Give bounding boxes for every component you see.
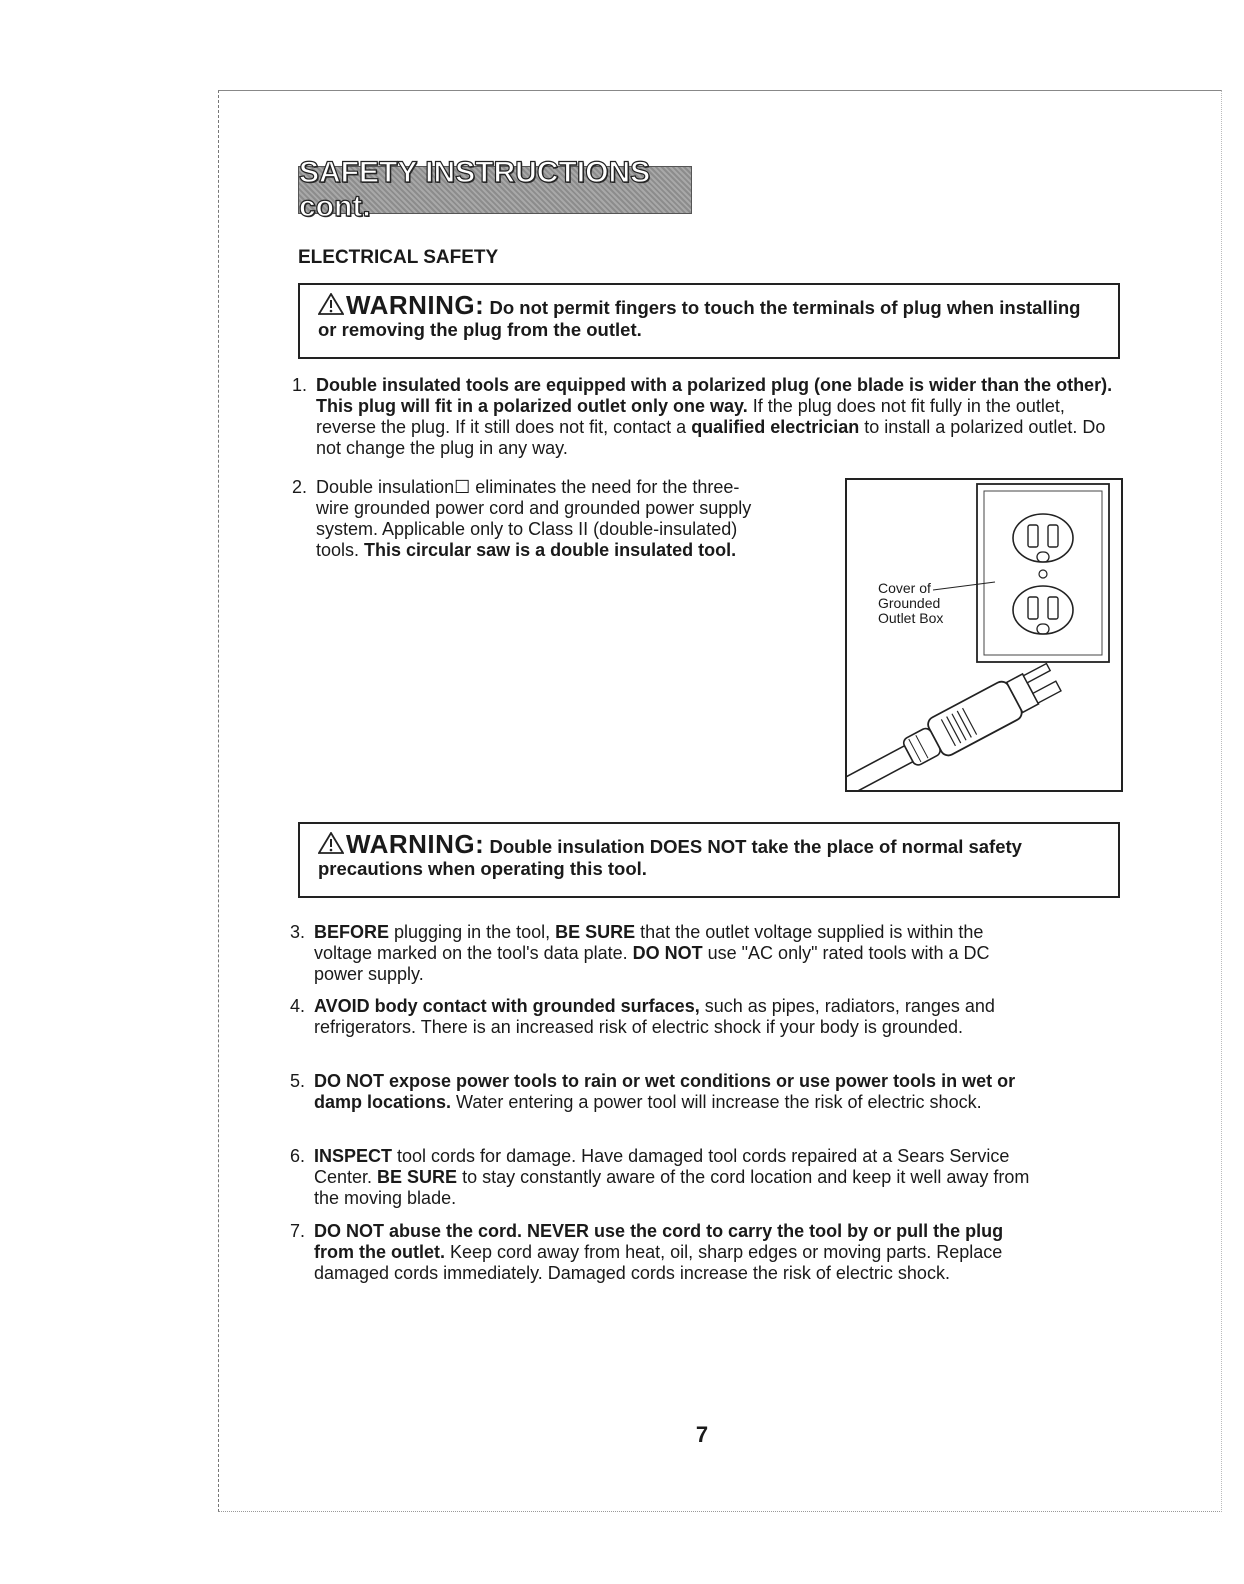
figure-label-line-3: Outlet Box [878,610,944,626]
item-bold-text: DO NOT expose power tools to rain or wet conditions or use power tools in wet or damp locations. [314,1071,1016,1112]
item-number: 1. [292,375,308,395]
section-banner [298,156,692,223]
item-number: 6. [290,1146,306,1166]
item-number: 3. [290,922,306,942]
item-bold-text: AVOID body contact with grounded surfaces, [314,996,700,1016]
item-text-2: eliminates the need for the three-wire grounded power cord and grounded power supply system. Applicable only to Class II (double-insulated) tools. [316,477,752,560]
item-text: such as pipes, radiators, ranges and refrigerators. There is an increased risk of electric shock if your body is grounded. [314,996,995,1037]
item-bold-text: INSPECT [314,1146,393,1166]
list-item-1 [292,375,1122,459]
list-item-4 [290,996,1030,1038]
figure-label-line-2: Grounded [878,595,941,611]
list-item-3 [290,922,1030,985]
item-bold-text: This circular saw is a double insulated tool. [364,540,737,560]
page-number: 7 [695,1422,709,1447]
item-number: 2. [292,477,308,497]
item-bold-text: Double insulated tools are equipped with a polarized plug (one blade is wider than the other). This plug will fit in a polarized outlet only one way. [316,375,1113,416]
item-text-2: to install a polarized outlet. Do not change the plug in any way. [316,417,1106,458]
banner-title: SAFETY INSTRUCTIONS cont. [299,156,651,223]
list-item-7 [290,1221,1030,1284]
double-insulation-symbol-icon: ☐ [454,477,471,497]
item-bold-text-2: qualified electrician [691,417,860,437]
item-text: Keep cord away from heat, oil, sharp edges or moving parts. Replace damaged cords immediately. Damaged cords increase the risk of electric shock. [314,1242,1003,1283]
figure-label [878,581,943,626]
item-text: Double insulation [316,477,455,497]
figure-label-line-1: Cover of [878,580,931,596]
item-bold-text: DO NOT abuse the cord. NEVER use the cord to carry the tool by or pull the plug from the outlet. [314,1221,1004,1262]
warning-box-double-insulation [298,822,1120,898]
warning-text: Double insulation DOES NOT take the place of normal safety precautions when operating this tool. [318,836,1022,879]
item-number: 4. [290,996,306,1016]
warning-triangle-icon [318,293,344,315]
warning-triangle-icon [318,832,344,854]
item-text: Water entering a power tool will increase the risk of electric shock. [451,1092,982,1112]
warning-text: Do not permit fingers to touch the terminals of plug when installing or removing the plug from the outlet. [318,297,1081,340]
list-item-2 [292,477,752,561]
list-item-5 [290,1071,1030,1113]
warning-box-plug [298,283,1120,359]
item-text: plugging in the tool, [389,922,556,942]
outlet-plug-illustration [847,480,1121,790]
outlet-plug-figure [845,478,1123,792]
item-bold-text-2: BE SURE [377,1167,458,1187]
item-text-3: use "AC only" rated tools with a DC power supply. [314,943,990,984]
item-text-2: to stay constantly aware of the cord location and keep it well away from the moving blade. [314,1167,1030,1208]
section-heading: ELECTRICAL SAFETY [298,247,499,268]
warning-label: WARNING: [346,829,485,859]
item-text-2: that the outlet voltage supplied is within the voltage marked on the tool's data plate. [314,922,984,963]
item-number: 7. [290,1221,306,1241]
item-bold-text-2: BE SURE [555,922,636,942]
warning-label: WARNING: [346,290,485,320]
list-item-6 [290,1146,1030,1209]
item-text: If the plug does not fit fully in the outlet, reverse the plug. If it still does not fit, contact a [316,396,1065,437]
item-bold-text: BEFORE [314,922,390,942]
item-text: tool cords for damage. Have damaged tool cords repaired at a Sears Service Center. [314,1146,1010,1187]
item-number: 5. [290,1071,306,1091]
item-bold-text-3: DO NOT [632,943,703,963]
